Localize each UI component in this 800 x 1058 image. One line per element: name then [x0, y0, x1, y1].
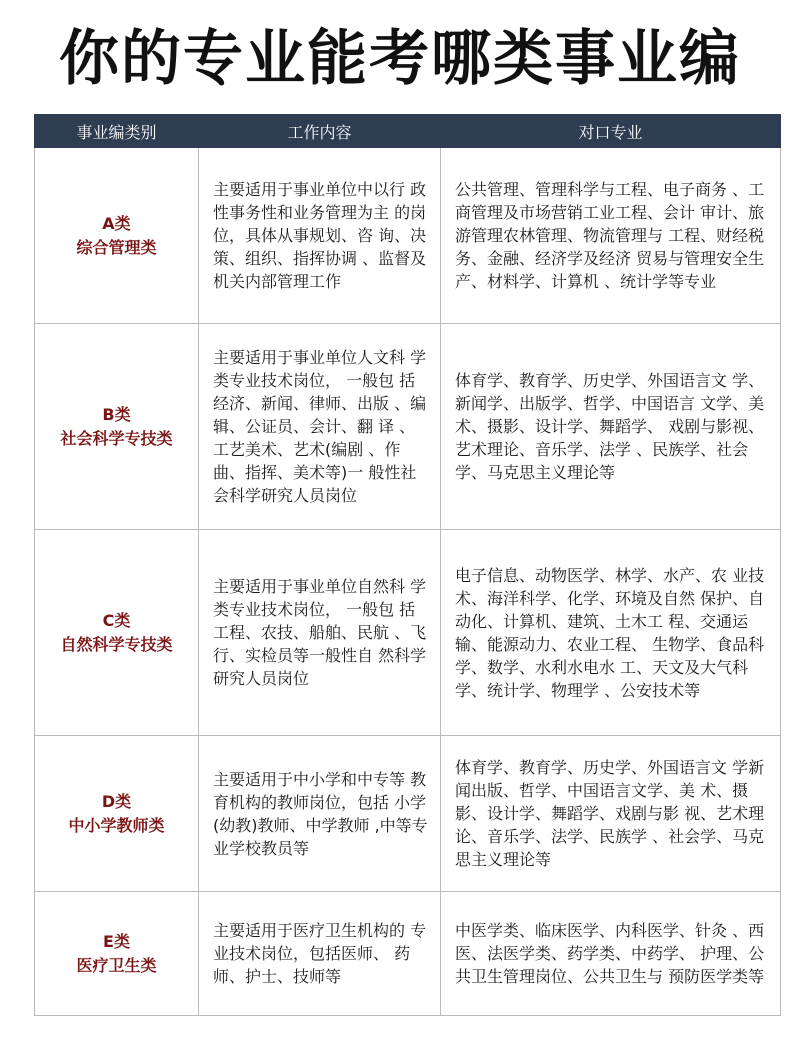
work-cell: 主要适用于医疗卫生机构的 专业技术岗位，包括医师、 药师、护士、技师等	[199, 892, 441, 1016]
category-name: 社会科学专技类	[60, 428, 173, 448]
major-cell: 电子信息、动物医学、林学、水产、农 业技术、海洋科学、化学、环境及自然 保护、自动化、计算机、建筑、土木工 程、交通运输、能源动力、农业工程、 生物学、食品科学、数学、水利水电水 工、天文及大气科学、统计学、物理学 、公安技术等	[441, 530, 781, 736]
table-row	[35, 892, 781, 1016]
major-cell: 公共管理、管理科学与工程、电子商务 、工商管理及市场营销工业工程、会计 审计、旅游管理农林管理、物流管理与 工程、财经税务、金融、经济学及经济 贸易与管理安全生产、材料学、计算机 、统计学等专业	[441, 148, 781, 324]
table-row	[35, 736, 781, 892]
category-name: 医疗卫生类	[76, 955, 157, 975]
category-cell	[35, 892, 199, 1016]
header-major: 对口专业	[441, 115, 781, 148]
category-name: 自然科学专技类	[60, 634, 173, 654]
major-cell: 体育学、教育学、历史学、外国语言文 学、新闻学、出版学、哲学、中国语言 文学、美术、摄影、设计学、舞蹈学、 戏剧与影视、艺术理论、音乐学、法学 、民族学、社会学、马克思主义理论等	[441, 324, 781, 530]
work-cell: 主要适用于事业单位人文科 学类专业技术岗位， 一般包 括经济、新闻、律师、出版 、编辑、公证员、会计、翻 译 、工艺美术、艺术(编剧 、作曲、指挥、美术等)一 般性社会科学研究人员岗位	[199, 324, 441, 530]
category-cell	[35, 530, 199, 736]
work-cell: 主要适用于中小学和中专等 教育机构的教师岗位，包括 小学(幼教)教师、中学教师 ,中等专业学校教员等	[199, 736, 441, 892]
major-cell: 体育学、教育学、历史学、外国语言文 学新闻出版、哲学、中国语言文学、美 术、摄影、设计学、舞蹈学、戏剧与影 视、艺术理论、音乐学、法学、民族学 、社会学、马克思主义理论等	[441, 736, 781, 892]
category-cell	[35, 148, 199, 324]
table-row	[35, 148, 781, 324]
category-code: C类	[102, 610, 131, 630]
category-table	[34, 114, 781, 1016]
category-code: D类	[101, 791, 132, 811]
category-name: 中小学教师类	[68, 815, 165, 835]
work-cell: 主要适用于事业单位中以行 政性事务性和业务管理为主 的岗位，具体从事规划、咨 询、决策、组织、指挥协调 、监督及机关内部管理工作	[199, 148, 441, 324]
category-code: A类	[102, 213, 131, 233]
table-row	[35, 530, 781, 736]
category-code: E类	[103, 931, 130, 951]
category-cell	[35, 324, 199, 530]
header-work: 工作内容	[199, 115, 441, 148]
table-header-row	[35, 115, 781, 148]
page-title: 你的专业能考哪类事业编	[59, 24, 741, 94]
category-cell	[35, 736, 199, 892]
table-row	[35, 324, 781, 530]
major-cell: 中医学类、临床医学、内科医学、针灸 、西医、法医学类、药学类、中药学、 护理、公共卫生管理岗位、公共卫生与 预防医学类等	[441, 892, 781, 1016]
header-category: 事业编类别	[35, 115, 199, 148]
category-code: B类	[102, 404, 131, 424]
category-name: 综合管理类	[76, 237, 157, 257]
work-cell: 主要适用于事业单位自然科 学类专业技术岗位， 一般包 括工程、农技、船舶、民航 、飞行、实检员等一般性自 然科学研究人员岗位	[199, 530, 441, 736]
